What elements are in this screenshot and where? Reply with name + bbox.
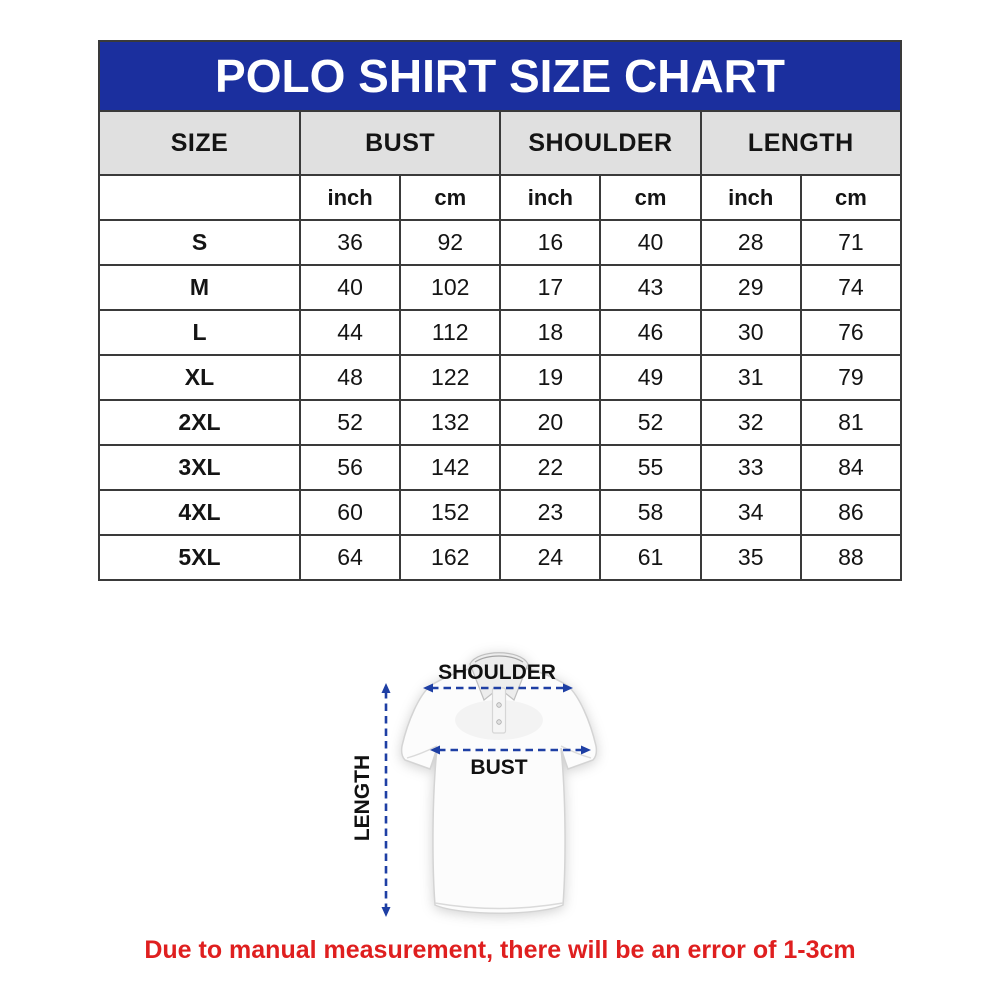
table-row [99,310,901,355]
table-row [99,490,901,535]
size-cell: M [99,265,300,310]
measurement-cell: 34 [701,490,801,535]
unit-empty-cell [99,175,300,220]
measurement-cell: 162 [400,535,500,580]
measurement-cell: 19 [500,355,600,400]
size-cell: XL [99,355,300,400]
measurement-cell: 32 [701,400,801,445]
table-row [99,220,901,265]
measurement-cell: 132 [400,400,500,445]
measurement-cell: 22 [500,445,600,490]
measurement-cell: 122 [400,355,500,400]
measurement-cell: 49 [600,355,700,400]
size-cell: 3XL [99,445,300,490]
measurement-cell: 46 [600,310,700,355]
measurement-cell: 28 [701,220,801,265]
measurement-cell: 29 [701,265,801,310]
measurement-cell: 20 [500,400,600,445]
size-cell: L [99,310,300,355]
measurement-cell: 71 [801,220,901,265]
measurement-diagram [338,638,672,940]
measurement-cell: 18 [500,310,600,355]
measurement-cell: 152 [400,490,500,535]
col-header-size: SIZE [99,111,300,175]
measurement-cell: 61 [600,535,700,580]
size-cell: S [99,220,300,265]
measurement-cell: 92 [400,220,500,265]
measurement-cell: 40 [600,220,700,265]
col-header-bust: BUST [300,111,500,175]
measurement-cell: 33 [701,445,801,490]
measurement-cell: 58 [600,490,700,535]
unit-header-shoulder-inch: inch [500,175,600,220]
measurement-cell: 102 [400,265,500,310]
unit-header-bust-inch: inch [300,175,400,220]
measurement-cell: 79 [801,355,901,400]
size-cell: 2XL [99,400,300,445]
measurement-cell: 142 [400,445,500,490]
bust-label: BUST [470,756,528,779]
measurement-cell: 86 [801,490,901,535]
table-row [99,355,901,400]
size-table [98,110,902,581]
size-cell: 4XL [99,490,300,535]
table-header-row [99,111,901,175]
table-row [99,400,901,445]
measurement-cell: 43 [600,265,700,310]
measurement-cell: 31 [701,355,801,400]
measurement-cell: 64 [300,535,400,580]
measurement-cell: 112 [400,310,500,355]
measurement-cell: 44 [300,310,400,355]
unit-header-bust-cm: cm [400,175,500,220]
measurement-disclaimer: Due to manual measurement, there will be an error of 1-3cm [144,936,856,964]
length-label: LENGTH [351,754,374,842]
size-cell: 5XL [99,535,300,580]
unit-header-length-inch: inch [701,175,801,220]
measurement-cell: 55 [600,445,700,490]
table-row [99,265,901,310]
measurement-cell: 35 [701,535,801,580]
measurement-cell: 84 [801,445,901,490]
measurement-cell: 48 [300,355,400,400]
measurement-cell: 40 [300,265,400,310]
table-row [99,535,901,580]
size-chart [98,40,902,581]
measurement-cell: 56 [300,445,400,490]
measurement-cell: 81 [801,400,901,445]
measurement-cell: 76 [801,310,901,355]
col-header-length: LENGTH [701,111,901,175]
measurement-cell: 88 [801,535,901,580]
shoulder-label: SHOULDER [438,661,556,684]
polo-shirt-body [402,653,597,914]
size-table-body [99,220,901,580]
measurement-cell: 36 [300,220,400,265]
table-row [99,445,901,490]
unit-header-shoulder-cm: cm [600,175,700,220]
polo-shirt-illustration [338,638,672,940]
measurement-cell: 17 [500,265,600,310]
measurement-cell: 52 [600,400,700,445]
measurement-cell: 30 [701,310,801,355]
length-measure-arrow [382,683,391,917]
measurement-cell: 60 [300,490,400,535]
unit-header-row [99,175,901,220]
measurement-cell: 52 [300,400,400,445]
col-header-shoulder: SHOULDER [500,111,700,175]
measurement-cell: 23 [500,490,600,535]
measurement-cell: 24 [500,535,600,580]
button-placket [493,688,506,733]
measurement-cell: 16 [500,220,600,265]
unit-header-length-cm: cm [801,175,901,220]
chart-title: POLO SHIRT SIZE CHART [98,40,902,112]
measurement-cell: 74 [801,265,901,310]
